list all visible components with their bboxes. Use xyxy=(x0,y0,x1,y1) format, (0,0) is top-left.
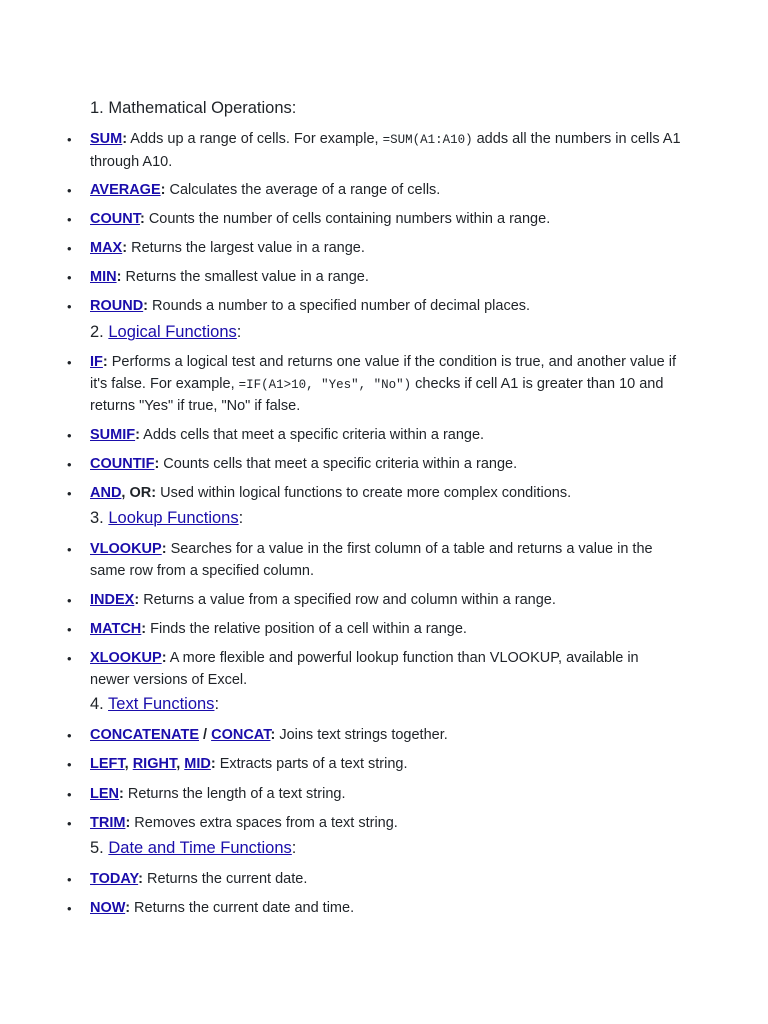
function-link-countif[interactable]: COUNTIF xyxy=(90,456,155,472)
function-link-count[interactable]: COUNT xyxy=(90,211,140,227)
bullet-icon: • xyxy=(67,651,72,666)
function-label-or: OR: xyxy=(125,485,157,501)
function-colon: : xyxy=(143,298,149,314)
function-description: Extracts parts of a text string. xyxy=(215,756,408,772)
function-colon: : xyxy=(122,131,128,147)
bullet-icon: • xyxy=(67,728,72,743)
list-item-today xyxy=(67,869,682,891)
function-link-mid[interactable]: MID xyxy=(184,756,211,772)
bullet-icon: • xyxy=(67,593,72,608)
name-separator: / xyxy=(199,727,212,743)
function-colon: : xyxy=(135,427,140,443)
section-number: 5. xyxy=(90,839,109,857)
function-description: Returns the current date. xyxy=(142,871,308,887)
function-colon: : xyxy=(141,621,147,637)
function-link-average[interactable]: AVERAGE xyxy=(90,182,161,198)
function-colon: : xyxy=(102,354,108,370)
bullet-icon: • xyxy=(67,132,72,147)
function-description: Finds the relative position of a cell within a range. xyxy=(146,621,467,637)
function-description-cont: adds all the numbers in cells A1 through A10. xyxy=(90,131,681,170)
bullet-icon: • xyxy=(67,270,72,285)
section-heading-lookup-functions xyxy=(90,507,243,529)
function-link-left[interactable]: LEFT xyxy=(90,756,125,772)
function-colon: : xyxy=(154,456,160,472)
function-description: Performs a logical test and returns one value if the condition is true, and another value if it's false. For example, xyxy=(90,354,676,392)
function-link-today[interactable]: TODAY xyxy=(90,871,139,887)
name-separator: , xyxy=(121,485,126,501)
section-colon: : xyxy=(238,509,244,527)
list-item-match xyxy=(67,619,682,641)
bullet-icon: • xyxy=(67,901,72,916)
function-link-sumif[interactable]: SUMIF xyxy=(90,427,136,443)
function-description: Joins text strings together. xyxy=(275,727,448,743)
function-link-right[interactable]: RIGHT xyxy=(132,756,177,772)
function-description-cont: checks if cell A1 is greater than 10 and returns "Yes" if true, "No" if false. xyxy=(90,375,664,414)
section-title-link[interactable]: Date and Time Functions xyxy=(108,839,292,857)
function-link-min[interactable]: MIN xyxy=(90,269,117,285)
list-item-max xyxy=(67,238,682,260)
function-link-now[interactable]: NOW xyxy=(90,900,126,916)
function-description: Returns the largest value in a range. xyxy=(127,240,365,256)
formula-example: =SUM(A1:A10) xyxy=(382,133,473,147)
name-separator: , xyxy=(124,756,133,772)
function-description: Calculates the average of a range of cells. xyxy=(165,182,441,198)
function-link-index[interactable]: INDEX xyxy=(90,592,135,608)
function-link-len[interactable]: LEN xyxy=(90,786,119,802)
function-colon: : xyxy=(116,269,122,285)
function-colon: : xyxy=(122,240,128,256)
function-description: Removes extra spaces from a text string. xyxy=(130,815,398,831)
list-item-xlookup xyxy=(67,648,682,691)
function-colon: : xyxy=(119,786,124,802)
section-heading-logical-functions xyxy=(90,321,241,343)
list-item-round xyxy=(67,296,682,318)
section-heading-date-and-time-functions xyxy=(90,837,296,859)
function-description: Adds up a range of cells. For example, xyxy=(127,131,383,147)
bullet-icon: • xyxy=(67,872,72,887)
function-colon: : xyxy=(270,727,276,743)
bullet-icon: • xyxy=(67,757,72,772)
section-number: 1. xyxy=(90,99,109,117)
function-link-trim[interactable]: TRIM xyxy=(90,815,126,831)
bullet-icon: • xyxy=(67,486,72,501)
function-link-concat[interactable]: CONCAT xyxy=(211,727,271,743)
bullet-icon: • xyxy=(67,457,72,472)
list-item-concatenate xyxy=(67,725,682,747)
section-colon: : xyxy=(236,323,242,341)
list-item-now xyxy=(67,898,682,920)
list-item-and xyxy=(67,483,682,505)
function-colon: : xyxy=(138,871,143,887)
function-description: Searches for a value in the first column of a table and returns a value in the same row from a specified column. xyxy=(90,541,653,579)
list-item-if xyxy=(67,352,682,418)
bullet-icon: • xyxy=(67,299,72,314)
bullet-icon: • xyxy=(67,241,72,256)
section-number: 3. xyxy=(90,509,109,527)
bullet-icon: • xyxy=(67,816,72,831)
list-item-index xyxy=(67,590,682,612)
list-item-average xyxy=(67,180,682,202)
function-description: Rounds a number to a specified number of decimal places. xyxy=(148,298,531,314)
list-item-sum xyxy=(67,129,682,173)
bullet-icon: • xyxy=(67,183,72,198)
bullet-icon: • xyxy=(67,787,72,802)
bullet-icon: • xyxy=(67,355,72,370)
list-item-left xyxy=(67,754,682,776)
function-link-match[interactable]: MATCH xyxy=(90,621,142,637)
function-description: Adds cells that meet a specific criteria within a range. xyxy=(139,427,485,443)
function-colon: : xyxy=(160,182,166,198)
function-link-if[interactable]: IF xyxy=(90,354,103,370)
function-colon: : xyxy=(134,592,140,608)
section-colon: : xyxy=(214,695,220,713)
function-description: Used within logical functions to create more complex conditions. xyxy=(156,485,572,501)
formula-example: =IF(A1>10, "Yes", "No") xyxy=(238,377,412,392)
name-separator: , xyxy=(176,756,185,772)
bullet-icon: • xyxy=(67,428,72,443)
function-link-round[interactable]: ROUND xyxy=(90,298,144,314)
function-description: A more flexible and powerful lookup function than VLOOKUP, available in newer versions of Excel. xyxy=(90,650,639,688)
function-colon: : xyxy=(210,756,216,772)
list-item-min xyxy=(67,267,682,289)
section-title-link: Mathematical Operations xyxy=(108,99,292,117)
function-link-xlookup[interactable]: XLOOKUP xyxy=(90,650,162,666)
list-item-trim xyxy=(67,813,682,835)
section-number: 2. xyxy=(90,323,109,341)
list-item-sumif xyxy=(67,425,682,447)
function-colon: : xyxy=(125,900,131,916)
list-item-vlookup xyxy=(67,539,682,582)
function-description: Counts the number of cells containing numbers within a range. xyxy=(144,211,551,227)
section-title-link[interactable]: Lookup Functions xyxy=(108,509,239,527)
list-item-len xyxy=(67,784,682,806)
function-colon: : xyxy=(161,650,167,666)
bullet-icon: • xyxy=(67,622,72,637)
function-link-vlookup[interactable]: VLOOKUP xyxy=(90,541,162,557)
section-heading-text-functions xyxy=(90,693,219,715)
function-description: Returns a value from a specified row and column within a range. xyxy=(139,592,556,608)
section-colon: : xyxy=(291,839,297,857)
section-heading-mathematical-operations xyxy=(90,97,296,119)
section-number: 4. xyxy=(90,695,109,713)
function-colon: : xyxy=(139,211,145,227)
function-description: Returns the current date and time. xyxy=(130,900,355,916)
function-link-and[interactable]: AND xyxy=(90,485,122,501)
bullet-icon: • xyxy=(67,212,72,227)
section-title-link[interactable]: Text Functions xyxy=(108,695,215,713)
section-title-link[interactable]: Logical Functions xyxy=(108,323,237,341)
list-item-countif xyxy=(67,454,682,476)
function-colon: : xyxy=(125,815,131,831)
function-description: Counts cells that meet a specific criteria within a range. xyxy=(159,456,518,472)
bullet-icon: • xyxy=(67,542,72,557)
section-colon: : xyxy=(291,99,297,117)
function-description: Returns the length of a text string. xyxy=(123,786,346,802)
function-link-concatenate[interactable]: CONCATENATE xyxy=(90,727,200,743)
function-colon: : xyxy=(161,541,167,557)
list-item-count xyxy=(67,209,682,231)
function-link-max[interactable]: MAX xyxy=(90,240,123,256)
function-link-sum[interactable]: SUM xyxy=(90,131,123,147)
function-description: Returns the smallest value in a range. xyxy=(121,269,369,285)
